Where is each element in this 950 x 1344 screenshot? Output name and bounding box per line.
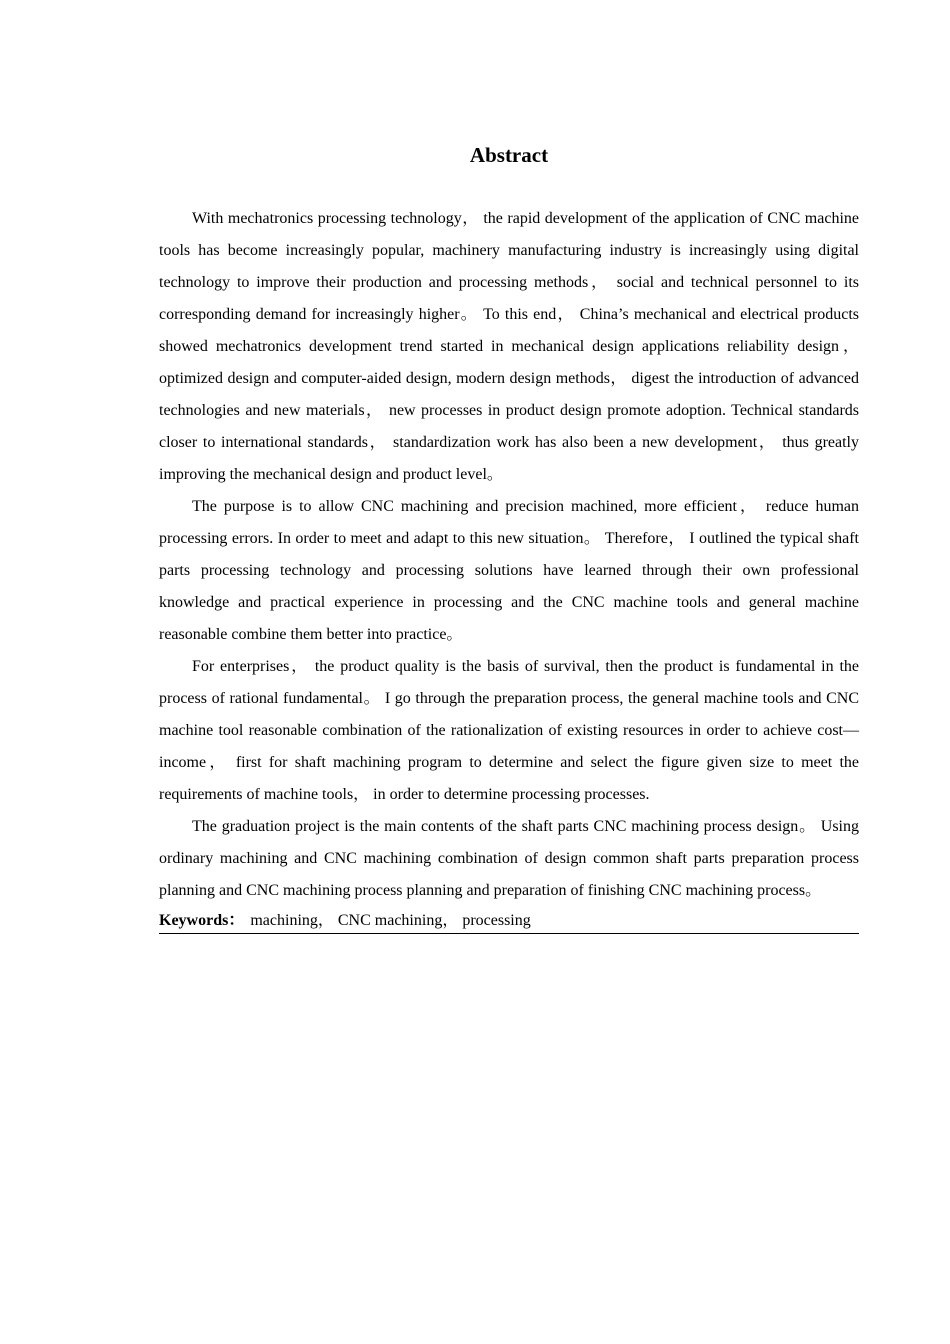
keywords-line [159,909,859,934]
abstract-paragraph-2: The purpose is to allow CNC machining and precision machined, more efficient， reduce human processing errors. In order to meet and adapt to this new situation。 Therefore， I outlined the typical shaft parts processing technology and processing solutions have learned through their own professional knowledge and practical experience in processing and the CNC machine tools and general machine reasonable combine them better into practice。 [159,498,860,643]
abstract-paragraph-4: The graduation project is the main contents of the shaft parts CNC machining process design。 Using ordinary machining and CNC machining combination of design common shaft parts preparation process planning and CNC machining process planning and preparation of finishing CNC machining process。 [159,818,859,899]
keywords-label: Keywords： [159,912,245,929]
abstract-paragraph-3: For enterprises， the product quality is the basis of survival, then the product is fundamental in the process of rational fundamental。 I go through the preparation process, the general machine tools and CNC machine tool reasonable combination of the rationalization of existing resources in order to achieve cost—income， first for shaft machining program to determine and select the figure given size to meet the requirements of machine tools， in order to determine processing processes. [159,658,859,803]
abstract-paragraph-1: With mechatronics processing technology， the rapid development of the application of CNC machine tools has become increasingly popular, machinery manufacturing industry is increasingly using digital technology to improve their production and processing methods， social and technical personnel to its corresponding demand for increasingly higher。 To this end， China’s mechanical and electrical products showed mechatronics development trend started in mechanical design applications reliability design， optimized design and computer-aided design, modern design methods， digest the introduction of advanced technologies and new materials， new processes in product design promote adoption. Technical standards closer to international standards， standardization work has also been a new development， thus greatly improving the mechanical design and product level。 [159,210,860,483]
page-title: Abstract [469,143,549,167]
keywords-list: machining， CNC machining， processing [250,912,531,929]
abstract-section [159,140,859,934]
